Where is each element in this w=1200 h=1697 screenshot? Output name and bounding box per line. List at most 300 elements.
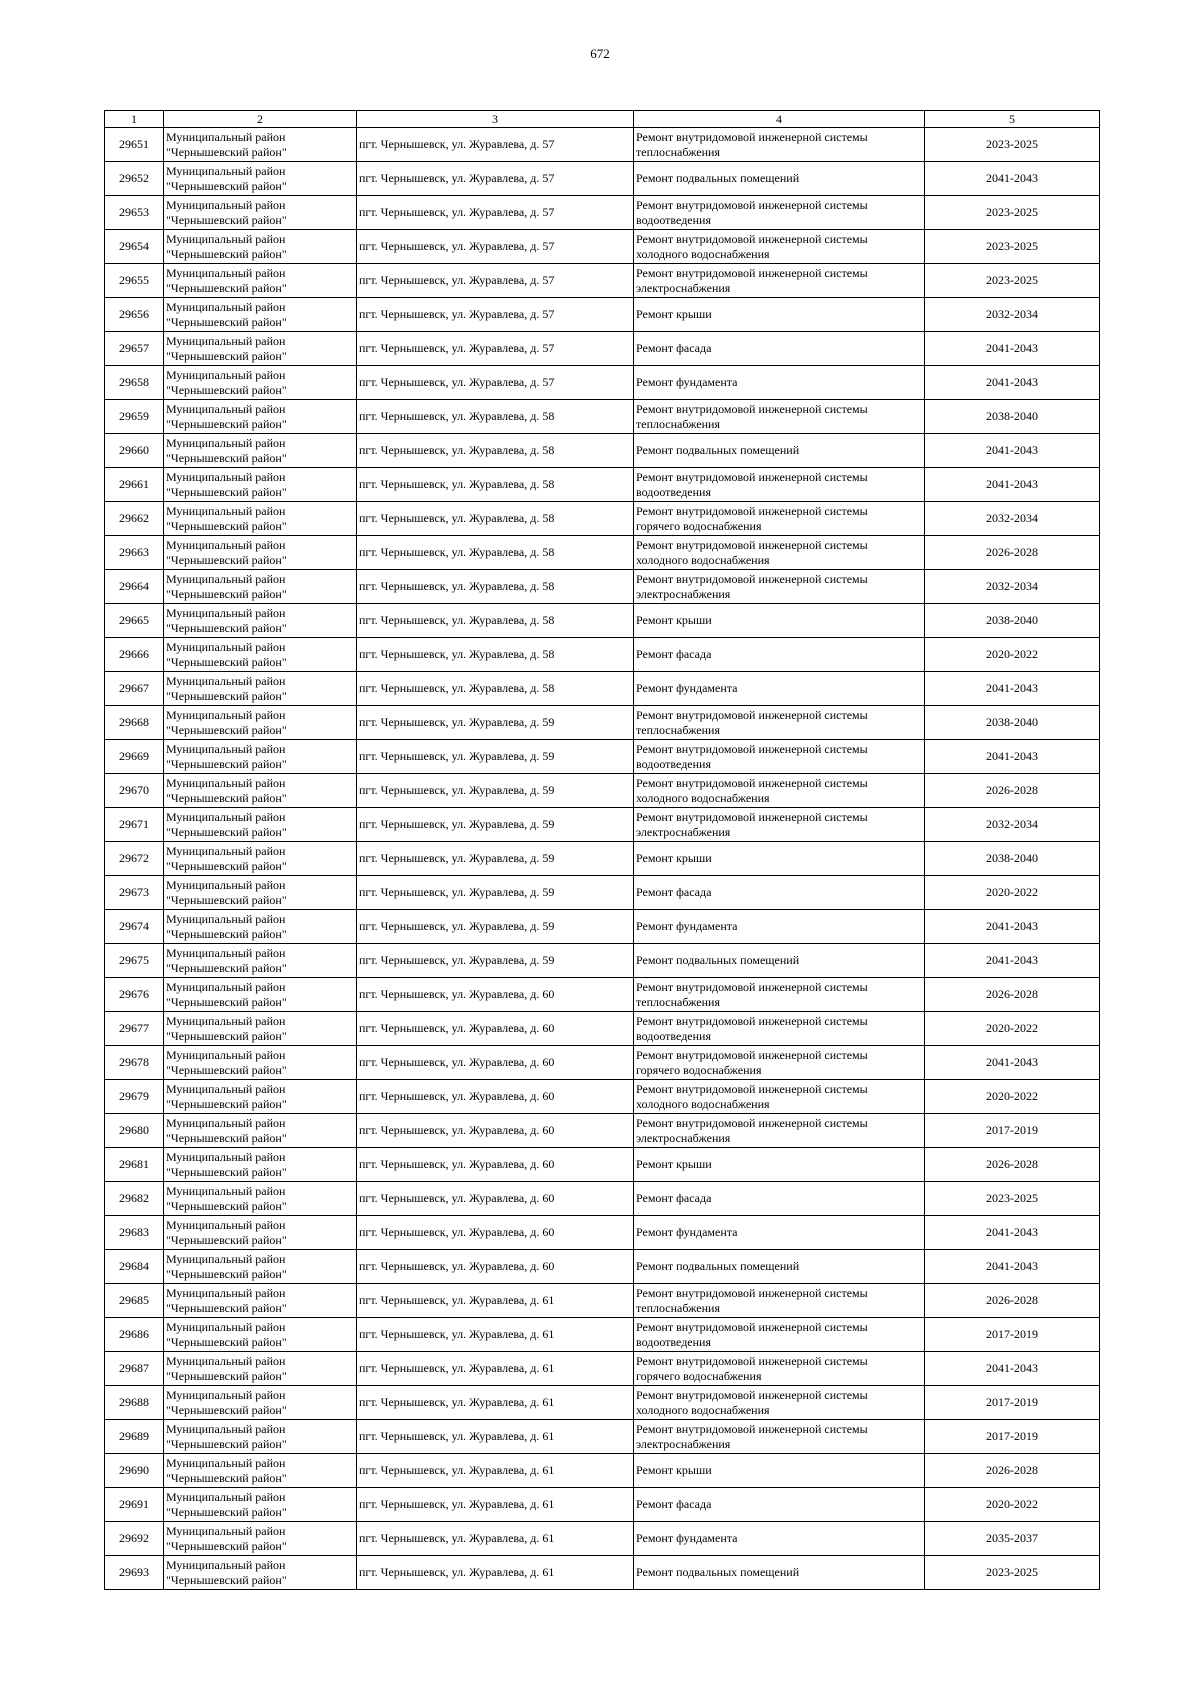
table-row <box>105 400 1100 434</box>
region-line-2: "Чернышевский район" <box>166 1504 287 1519</box>
table-row <box>105 230 1100 264</box>
region-line-2: "Чернышевский район" <box>166 960 287 975</box>
work-type-line-1: Ремонт внутридомовой инженерной системы <box>636 1013 868 1028</box>
period-cell: 2017-2019 <box>925 1114 1100 1148</box>
address-cell: пгт. Чернышевск, ул. Журавлева, д. 61 <box>357 1284 634 1318</box>
address-cell: пгт. Чернышевск, ул. Журавлева, д. 61 <box>357 1454 634 1488</box>
work-type-line-1: Ремонт подвальных помещений <box>636 1259 800 1273</box>
row-number-cell: 29681 <box>105 1148 164 1182</box>
region-line-1: Муниципальный район <box>166 163 286 178</box>
region-line-1: Муниципальный район <box>166 877 286 892</box>
table-row <box>105 570 1100 604</box>
table-row <box>105 1148 1100 1182</box>
region-line-2: "Чернышевский район" <box>166 1164 287 1179</box>
period-cell: 2020-2022 <box>925 876 1100 910</box>
table-row <box>105 1318 1100 1352</box>
region-cell <box>164 1114 357 1148</box>
table-row <box>105 876 1100 910</box>
address-cell: пгт. Чернышевск, ул. Журавлева, д. 60 <box>357 1250 634 1284</box>
page-number: 672 <box>590 46 610 61</box>
work-type-line-1: Ремонт внутридомовой инженерной системы <box>636 265 868 280</box>
row-number-cell: 29684 <box>105 1250 164 1284</box>
row-number-cell: 29676 <box>105 978 164 1012</box>
work-type-cell <box>634 1454 925 1488</box>
period-cell: 2026-2028 <box>925 1454 1100 1488</box>
region-line-1: Муниципальный район <box>166 775 286 790</box>
region-line-1: Муниципальный район <box>166 1489 286 1504</box>
row-number-cell: 29690 <box>105 1454 164 1488</box>
region-line-2: "Чернышевский район" <box>166 518 287 533</box>
region-line-1: Муниципальный район <box>166 231 286 246</box>
work-type-line-2: водоотведения <box>636 1028 711 1043</box>
work-type-line-2: электроснабжения <box>636 1130 731 1145</box>
region-line-2: "Чернышевский район" <box>166 1130 287 1145</box>
period-cell: 2026-2028 <box>925 1148 1100 1182</box>
region-cell <box>164 400 357 434</box>
table-row <box>105 1284 1100 1318</box>
work-type-line-1: Ремонт крыши <box>636 851 712 865</box>
row-number-cell: 29662 <box>105 502 164 536</box>
table-row <box>105 264 1100 298</box>
address-cell: пгт. Чернышевск, ул. Журавлева, д. 60 <box>357 1216 634 1250</box>
table-row <box>105 1080 1100 1114</box>
address-cell: пгт. Чернышевск, ул. Журавлева, д. 59 <box>357 842 634 876</box>
region-line-2: "Чернышевский район" <box>166 1300 287 1315</box>
table-row <box>105 468 1100 502</box>
address-cell: пгт. Чернышевск, ул. Журавлева, д. 58 <box>357 400 634 434</box>
work-type-cell <box>634 1012 925 1046</box>
period-cell: 2041-2043 <box>925 910 1100 944</box>
period-cell: 2032-2034 <box>925 570 1100 604</box>
work-type-cell <box>634 434 925 468</box>
table-row <box>105 944 1100 978</box>
region-cell <box>164 1352 357 1386</box>
table-row <box>105 604 1100 638</box>
address-cell: пгт. Чернышевск, ул. Журавлева, д. 59 <box>357 740 634 774</box>
region-line-1: Муниципальный район <box>166 605 286 620</box>
period-cell: 2023-2025 <box>925 1556 1100 1590</box>
region-line-1: Муниципальный район <box>166 1387 286 1402</box>
region-cell <box>164 264 357 298</box>
work-type-line-1: Ремонт крыши <box>636 307 712 321</box>
row-number-cell: 29692 <box>105 1522 164 1556</box>
table-row <box>105 774 1100 808</box>
region-line-2: "Чернышевский район" <box>166 552 287 567</box>
row-number-cell: 29688 <box>105 1386 164 1420</box>
work-type-line-2: водоотведения <box>636 756 711 771</box>
region-cell <box>164 740 357 774</box>
work-type-line-1: Ремонт внутридомовой инженерной системы <box>636 775 868 790</box>
period-cell: 2041-2043 <box>925 468 1100 502</box>
region-line-2: "Чернышевский район" <box>166 1402 287 1417</box>
work-type-cell <box>634 1114 925 1148</box>
region-line-1: Муниципальный район <box>166 1115 286 1130</box>
column-header-3: 3 <box>357 111 634 128</box>
work-type-line-1: Ремонт внутридомовой инженерной системы <box>636 571 868 586</box>
row-number-cell: 29664 <box>105 570 164 604</box>
row-number-cell: 29666 <box>105 638 164 672</box>
work-type-line-1: Ремонт внутридомовой инженерной системы <box>636 979 868 994</box>
row-number-cell: 29680 <box>105 1114 164 1148</box>
row-number-cell: 29669 <box>105 740 164 774</box>
region-cell <box>164 944 357 978</box>
table-row <box>105 1386 1100 1420</box>
table-body <box>105 128 1100 1590</box>
address-cell: пгт. Чернышевск, ул. Журавлева, д. 60 <box>357 1046 634 1080</box>
work-type-line-2: горячего водоснабжения <box>636 1062 762 1077</box>
region-cell <box>164 196 357 230</box>
row-number-cell: 29691 <box>105 1488 164 1522</box>
table-row <box>105 502 1100 536</box>
row-number-cell: 29665 <box>105 604 164 638</box>
region-line-2: "Чернышевский район" <box>166 1062 287 1077</box>
column-header-1: 1 <box>105 111 164 128</box>
work-type-cell <box>634 808 925 842</box>
work-type-line-1: Ремонт внутридомовой инженерной системы <box>636 1319 868 1334</box>
address-cell: пгт. Чернышевск, ул. Журавлева, д. 60 <box>357 978 634 1012</box>
address-cell: пгт. Чернышевск, ул. Журавлева, д. 58 <box>357 468 634 502</box>
region-line-2: "Чернышевский район" <box>166 1266 287 1281</box>
region-line-2: "Чернышевский район" <box>166 1096 287 1111</box>
work-type-line-1: Ремонт внутридомовой инженерной системы <box>636 537 868 552</box>
table-row <box>105 1250 1100 1284</box>
region-cell <box>164 332 357 366</box>
work-type-line-2: теплоснабжения <box>636 144 720 159</box>
work-type-line-2: холодного водоснабжения <box>636 1096 770 1111</box>
work-type-cell <box>634 400 925 434</box>
work-type-cell <box>634 536 925 570</box>
region-line-2: "Чернышевский район" <box>166 1232 287 1247</box>
table-row <box>105 638 1100 672</box>
row-number-cell: 29677 <box>105 1012 164 1046</box>
work-type-line-1: Ремонт подвальных помещений <box>636 443 800 457</box>
region-cell <box>164 128 357 162</box>
address-cell: пгт. Чернышевск, ул. Журавлева, д. 59 <box>357 944 634 978</box>
region-line-1: Муниципальный район <box>166 401 286 416</box>
period-cell: 2026-2028 <box>925 774 1100 808</box>
table-row <box>105 162 1100 196</box>
work-type-cell <box>634 1046 925 1080</box>
period-cell: 2041-2043 <box>925 366 1100 400</box>
region-line-2: "Чернышевский район" <box>166 1538 287 1553</box>
work-type-cell <box>634 1556 925 1590</box>
row-number-cell: 29651 <box>105 128 164 162</box>
work-type-line-1: Ремонт фасада <box>636 341 712 355</box>
work-type-line-2: холодного водоснабжения <box>636 246 770 261</box>
period-cell: 2041-2043 <box>925 332 1100 366</box>
period-cell: 2041-2043 <box>925 1216 1100 1250</box>
region-line-2: "Чернышевский район" <box>166 824 287 839</box>
region-cell <box>164 1454 357 1488</box>
region-line-2: "Чернышевский район" <box>166 790 287 805</box>
row-number-cell: 29679 <box>105 1080 164 1114</box>
work-type-cell <box>634 740 925 774</box>
address-cell: пгт. Чернышевск, ул. Журавлева, д. 60 <box>357 1080 634 1114</box>
table-row <box>105 1046 1100 1080</box>
address-cell: пгт. Чернышевск, ул. Журавлева, д. 57 <box>357 332 634 366</box>
period-cell: 2041-2043 <box>925 672 1100 706</box>
work-type-cell <box>634 706 925 740</box>
region-line-1: Муниципальный район <box>166 1149 286 1164</box>
address-cell: пгт. Чернышевск, ул. Журавлева, д. 58 <box>357 536 634 570</box>
row-number-cell: 29667 <box>105 672 164 706</box>
address-cell: пгт. Чернышевск, ул. Журавлева, д. 57 <box>357 196 634 230</box>
region-line-2: "Чернышевский район" <box>166 1028 287 1043</box>
region-line-2: "Чернышевский район" <box>166 892 287 907</box>
work-type-line-1: Ремонт внутридомовой инженерной системы <box>636 1285 868 1300</box>
region-cell <box>164 910 357 944</box>
address-cell: пгт. Чернышевск, ул. Журавлева, д. 57 <box>357 128 634 162</box>
row-number-cell: 29671 <box>105 808 164 842</box>
work-type-cell <box>634 604 925 638</box>
work-type-line-1: Ремонт крыши <box>636 1463 712 1477</box>
address-cell: пгт. Чернышевск, ул. Журавлева, д. 58 <box>357 672 634 706</box>
row-number-cell: 29682 <box>105 1182 164 1216</box>
region-line-1: Муниципальный район <box>166 1285 286 1300</box>
work-type-line-1: Ремонт фундамента <box>636 1225 738 1239</box>
region-line-2: "Чернышевский район" <box>166 926 287 941</box>
period-cell: 2023-2025 <box>925 230 1100 264</box>
period-cell: 2038-2040 <box>925 842 1100 876</box>
region-cell <box>164 638 357 672</box>
work-type-cell <box>634 1522 925 1556</box>
row-number-cell: 29668 <box>105 706 164 740</box>
work-type-line-2: холодного водоснабжения <box>636 1402 770 1417</box>
region-line-2: "Чернышевский район" <box>166 620 287 635</box>
period-cell: 2041-2043 <box>925 740 1100 774</box>
table-row <box>105 1522 1100 1556</box>
row-number-cell: 29685 <box>105 1284 164 1318</box>
region-cell <box>164 434 357 468</box>
work-type-line-1: Ремонт внутридомовой инженерной системы <box>636 503 868 518</box>
address-cell: пгт. Чернышевск, ул. Журавлева, д. 57 <box>357 366 634 400</box>
work-type-cell <box>634 910 925 944</box>
region-cell <box>164 1318 357 1352</box>
table-row <box>105 842 1100 876</box>
work-type-cell <box>634 1488 925 1522</box>
region-line-1: Муниципальный район <box>166 129 286 144</box>
period-cell: 2041-2043 <box>925 162 1100 196</box>
work-type-line-2: горячего водоснабжения <box>636 518 762 533</box>
row-number-cell: 29672 <box>105 842 164 876</box>
address-cell: пгт. Чернышевск, ул. Журавлева, д. 59 <box>357 876 634 910</box>
row-number-cell: 29678 <box>105 1046 164 1080</box>
address-cell: пгт. Чернышевск, ул. Журавлева, д. 60 <box>357 1012 634 1046</box>
work-type-line-1: Ремонт фасада <box>636 647 712 661</box>
work-type-cell <box>634 366 925 400</box>
work-type-line-1: Ремонт фундамента <box>636 375 738 389</box>
work-type-line-1: Ремонт внутридомовой инженерной системы <box>636 707 868 722</box>
table-row <box>105 910 1100 944</box>
region-line-1: Муниципальный район <box>166 469 286 484</box>
work-type-line-1: Ремонт фасада <box>636 1191 712 1205</box>
header-row <box>105 111 1100 128</box>
work-type-cell <box>634 162 925 196</box>
region-cell <box>164 1488 357 1522</box>
period-cell: 2020-2022 <box>925 1488 1100 1522</box>
work-type-cell <box>634 638 925 672</box>
table-header <box>105 111 1100 128</box>
row-number-cell: 29686 <box>105 1318 164 1352</box>
period-cell: 2023-2025 <box>925 196 1100 230</box>
work-type-cell <box>634 570 925 604</box>
period-cell: 2020-2022 <box>925 1012 1100 1046</box>
address-cell: пгт. Чернышевск, ул. Журавлева, д. 61 <box>357 1556 634 1590</box>
region-line-1: Муниципальный район <box>166 843 286 858</box>
work-type-line-1: Ремонт внутридомовой инженерной системы <box>636 129 868 144</box>
work-type-cell <box>634 196 925 230</box>
work-type-cell <box>634 944 925 978</box>
table-row <box>105 366 1100 400</box>
region-line-2: "Чернышевский район" <box>166 382 287 397</box>
work-type-line-2: горячего водоснабжения <box>636 1368 762 1383</box>
region-line-2: "Чернышевский район" <box>166 212 287 227</box>
work-type-line-1: Ремонт крыши <box>636 613 712 627</box>
period-cell: 2032-2034 <box>925 502 1100 536</box>
address-cell: пгт. Чернышевск, ул. Журавлева, д. 57 <box>357 230 634 264</box>
work-type-line-2: теплоснабжения <box>636 722 720 737</box>
column-header-4: 4 <box>634 111 925 128</box>
region-line-1: Муниципальный район <box>166 1523 286 1538</box>
period-cell: 2041-2043 <box>925 944 1100 978</box>
region-cell <box>164 1046 357 1080</box>
row-number-cell: 29653 <box>105 196 164 230</box>
region-line-1: Муниципальный район <box>166 1557 286 1572</box>
table-row <box>105 434 1100 468</box>
table-row <box>105 196 1100 230</box>
work-type-line-1: Ремонт внутридомовой инженерной системы <box>636 1387 868 1402</box>
row-number-cell: 29654 <box>105 230 164 264</box>
work-type-cell <box>634 672 925 706</box>
work-type-line-2: водоотведения <box>636 212 711 227</box>
address-cell: пгт. Чернышевск, ул. Журавлева, д. 60 <box>357 1114 634 1148</box>
region-line-2: "Чернышевский район" <box>166 586 287 601</box>
region-line-2: "Чернышевский район" <box>166 858 287 873</box>
row-number-cell: 29687 <box>105 1352 164 1386</box>
work-type-line-2: электроснабжения <box>636 1436 731 1451</box>
region-line-1: Муниципальный район <box>166 1217 286 1232</box>
row-number-cell: 29655 <box>105 264 164 298</box>
region-line-1: Муниципальный район <box>166 809 286 824</box>
region-line-2: "Чернышевский район" <box>166 246 287 261</box>
work-type-line-2: теплоснабжения <box>636 416 720 431</box>
region-line-2: "Чернышевский район" <box>166 1470 287 1485</box>
region-cell <box>164 1148 357 1182</box>
row-number-cell: 29673 <box>105 876 164 910</box>
region-cell <box>164 468 357 502</box>
work-type-line-1: Ремонт внутридомовой инженерной системы <box>636 1353 868 1368</box>
work-type-line-1: Ремонт подвальных помещений <box>636 953 800 967</box>
work-type-line-1: Ремонт внутридомовой инженерной системы <box>636 741 868 756</box>
region-line-2: "Чернышевский район" <box>166 688 287 703</box>
work-type-line-1: Ремонт подвальных помещений <box>636 1565 800 1579</box>
period-cell: 2035-2037 <box>925 1522 1100 1556</box>
table-row <box>105 332 1100 366</box>
row-number-cell: 29683 <box>105 1216 164 1250</box>
capital-repair-table <box>104 110 1100 1590</box>
region-line-2: "Чернышевский район" <box>166 1368 287 1383</box>
work-type-line-2: водоотведения <box>636 1334 711 1349</box>
region-line-2: "Чернышевский район" <box>166 1436 287 1451</box>
table-row <box>105 1352 1100 1386</box>
period-cell: 2017-2019 <box>925 1420 1100 1454</box>
region-line-1: Муниципальный район <box>166 333 286 348</box>
region-cell <box>164 978 357 1012</box>
work-type-line-2: электроснабжения <box>636 586 731 601</box>
period-cell: 2032-2034 <box>925 808 1100 842</box>
work-type-cell <box>634 876 925 910</box>
table-row <box>105 672 1100 706</box>
work-type-cell <box>634 298 925 332</box>
period-cell: 2041-2043 <box>925 1352 1100 1386</box>
region-cell <box>164 230 357 264</box>
row-number-cell: 29663 <box>105 536 164 570</box>
address-cell: пгт. Чернышевск, ул. Журавлева, д. 57 <box>357 298 634 332</box>
table-row <box>105 298 1100 332</box>
region-line-1: Муниципальный район <box>166 299 286 314</box>
work-type-line-2: водоотведения <box>636 484 711 499</box>
work-type-line-1: Ремонт фасада <box>636 1497 712 1511</box>
period-cell: 2023-2025 <box>925 1182 1100 1216</box>
table-row <box>105 706 1100 740</box>
address-cell: пгт. Чернышевск, ул. Журавлева, д. 61 <box>357 1420 634 1454</box>
table-row <box>105 1182 1100 1216</box>
region-line-2: "Чернышевский район" <box>166 1198 287 1213</box>
work-type-line-2: теплоснабжения <box>636 1300 720 1315</box>
region-line-2: "Чернышевский район" <box>166 1572 287 1587</box>
row-number-cell: 29689 <box>105 1420 164 1454</box>
region-line-1: Муниципальный район <box>166 1455 286 1470</box>
column-header-2: 2 <box>164 111 357 128</box>
table-row <box>105 978 1100 1012</box>
work-type-line-1: Ремонт внутридомовой инженерной системы <box>636 197 868 212</box>
region-line-2: "Чернышевский район" <box>166 722 287 737</box>
region-line-2: "Чернышевский район" <box>166 348 287 363</box>
address-cell: пгт. Чернышевск, ул. Журавлева, д. 59 <box>357 808 634 842</box>
work-type-cell <box>634 128 925 162</box>
region-cell <box>164 1556 357 1590</box>
region-line-2: "Чернышевский район" <box>166 144 287 159</box>
region-cell <box>164 604 357 638</box>
region-line-1: Муниципальный район <box>166 1183 286 1198</box>
period-cell: 2038-2040 <box>925 706 1100 740</box>
column-header-5: 5 <box>925 111 1100 128</box>
table-row <box>105 1012 1100 1046</box>
region-line-2: "Чернышевский район" <box>166 450 287 465</box>
region-line-1: Муниципальный район <box>166 537 286 552</box>
work-type-line-1: Ремонт фундамента <box>636 919 738 933</box>
region-cell <box>164 808 357 842</box>
address-cell: пгт. Чернышевск, ул. Журавлева, д. 61 <box>357 1522 634 1556</box>
address-cell: пгт. Чернышевск, ул. Журавлева, д. 59 <box>357 910 634 944</box>
address-cell: пгт. Чернышевск, ул. Журавлева, д. 61 <box>357 1488 634 1522</box>
region-cell <box>164 876 357 910</box>
work-type-line-1: Ремонт внутридомовой инженерной системы <box>636 1421 868 1436</box>
period-cell: 2020-2022 <box>925 1080 1100 1114</box>
region-cell <box>164 1250 357 1284</box>
row-number-cell: 29657 <box>105 332 164 366</box>
period-cell: 2041-2043 <box>925 1250 1100 1284</box>
row-number-cell: 29658 <box>105 366 164 400</box>
address-cell: пгт. Чернышевск, ул. Журавлева, д. 59 <box>357 774 634 808</box>
address-cell: пгт. Чернышевск, ул. Журавлева, д. 57 <box>357 264 634 298</box>
address-cell: пгт. Чернышевск, ул. Журавлева, д. 61 <box>357 1386 634 1420</box>
region-line-2: "Чернышевский район" <box>166 178 287 193</box>
work-type-line-1: Ремонт внутридомовой инженерной системы <box>636 1115 868 1130</box>
work-type-line-1: Ремонт внутридомовой инженерной системы <box>636 1081 868 1096</box>
table-row <box>105 1488 1100 1522</box>
work-type-cell <box>634 502 925 536</box>
